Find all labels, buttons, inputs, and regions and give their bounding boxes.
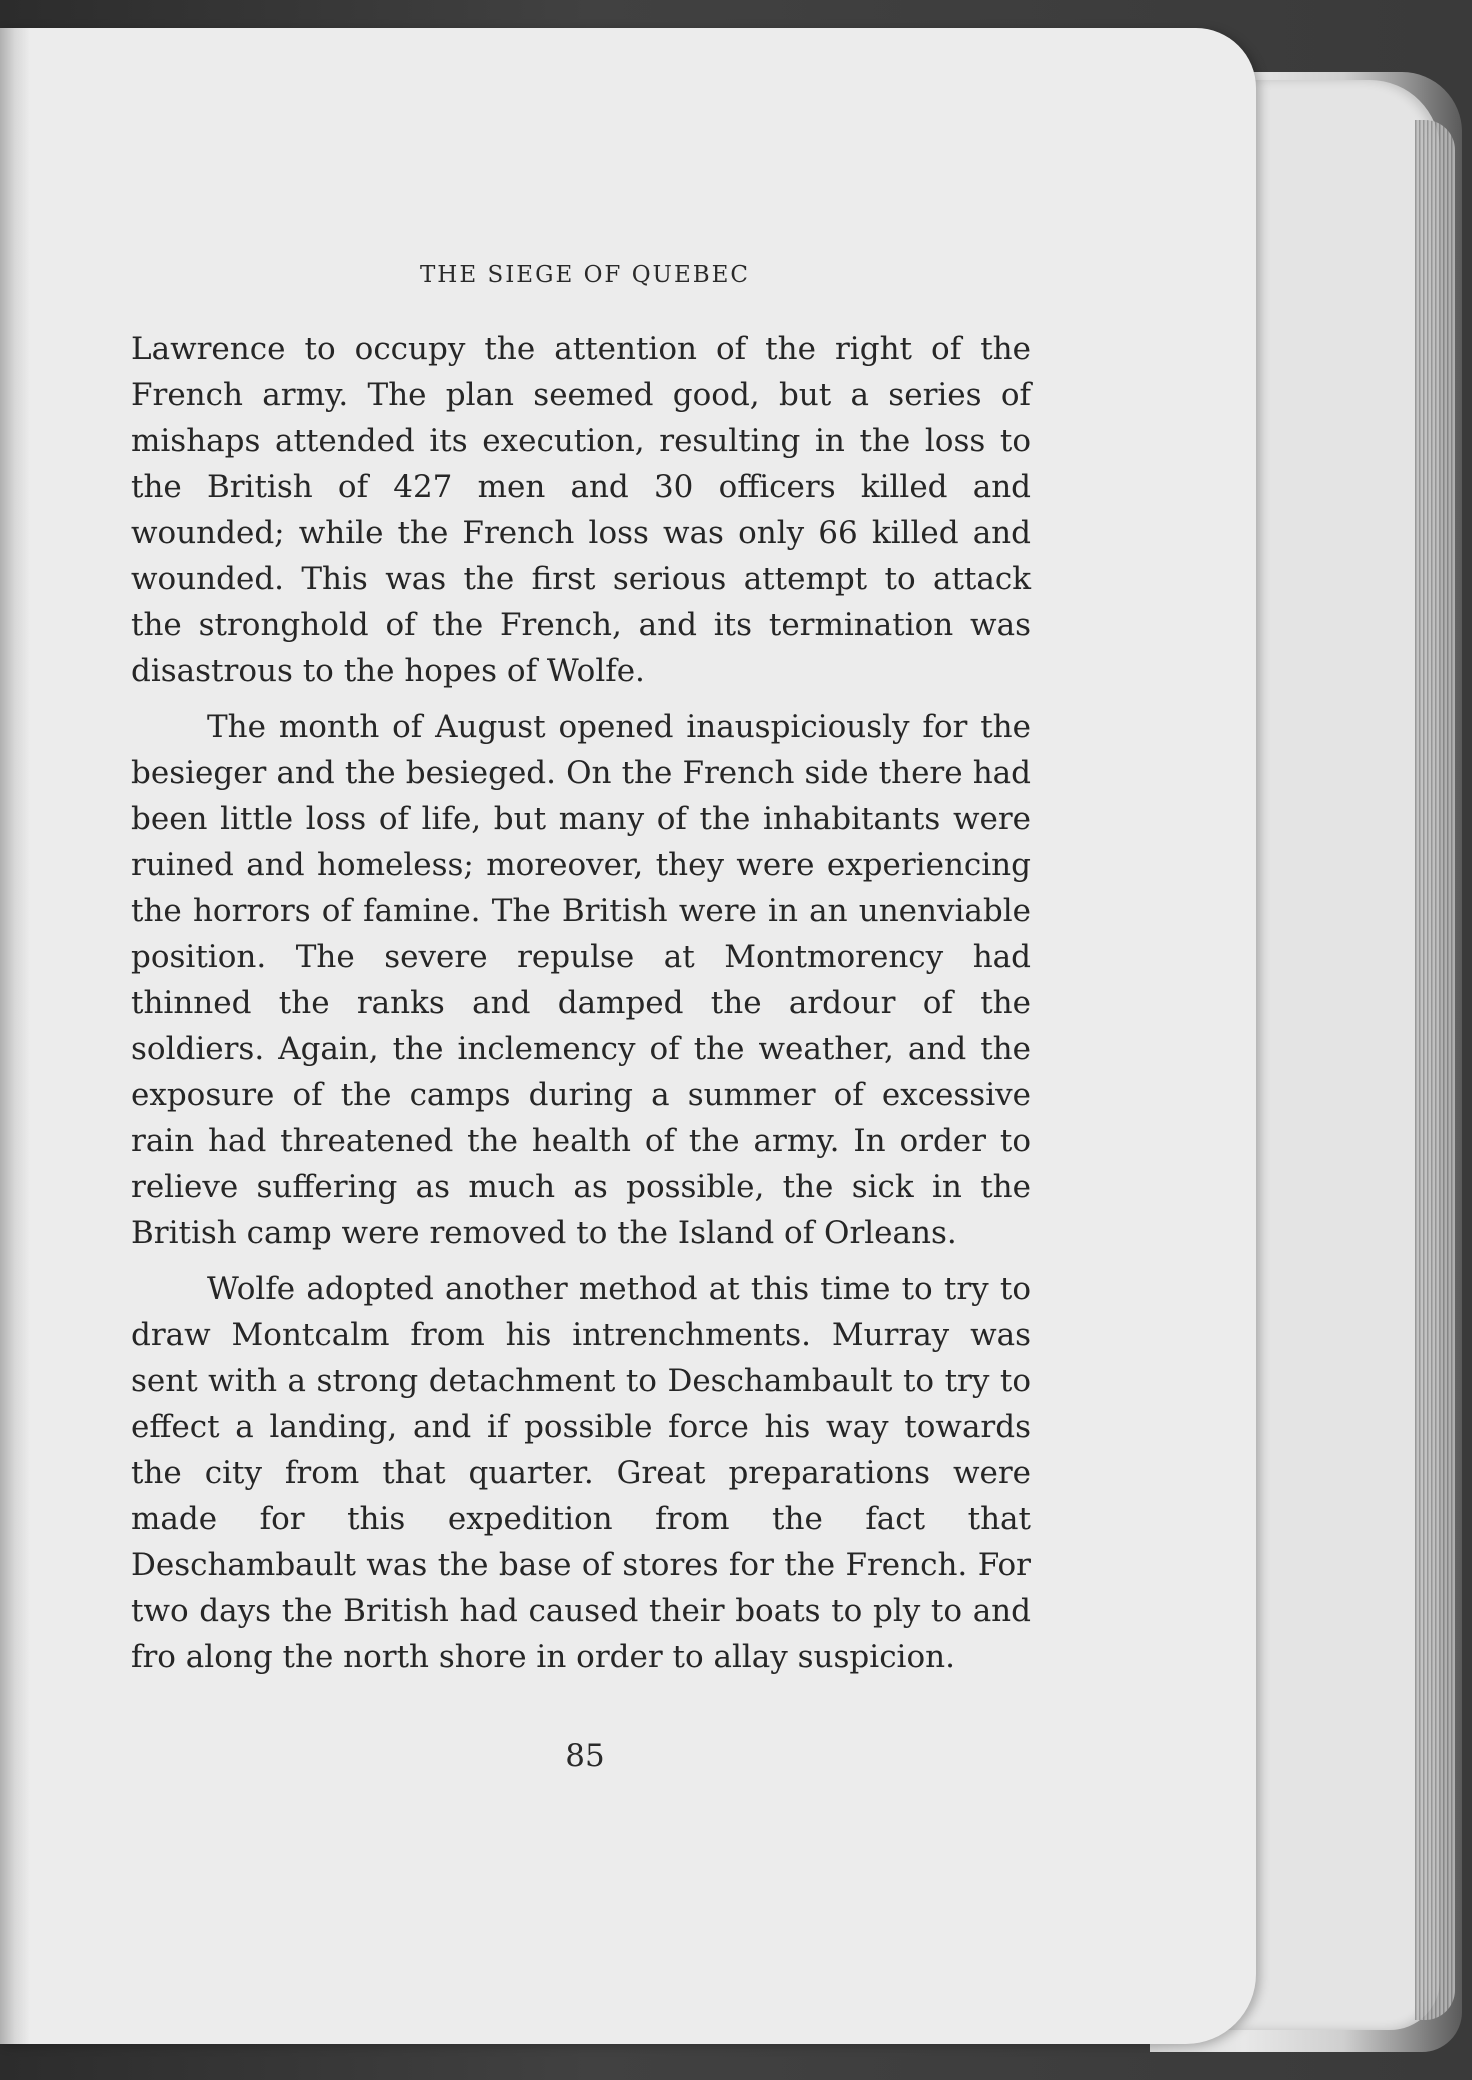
page-edges: [1415, 120, 1455, 2020]
body-text: [131, 326, 1031, 1680]
page-number: 85: [565, 1738, 605, 1774]
paragraph-wolfe: Wolfe adopted another method at this time to try to draw Montcalm from his intrenchments. Murray was sent with a strong detachment to Deschambault to try to effect a landing, and if possible force his way towards the city from that quarter. Great preparations were made for this expedition from the fact that Deschambault was the base of stores for the French. For two days the British had caused their boats to ply to and fro along the north shore in order to allay suspicion.: [131, 1271, 1031, 1675]
running-head: THE SIEGE OF QUEBEC: [419, 262, 751, 288]
paragraph-continuation: Lawrence to occupy the attention of the right of the French army. The plan seemed good, but a series of mishaps attended its execution, resulting in the loss to the British of 427 men and 30 officers killed and wounded; while the French loss was only 66 killed and wounded. This was the first serious attempt to attack the stronghold of the French, and its termination was disastrous to the hopes of Wolfe.: [131, 331, 1031, 689]
paragraph-august: The month of August opened inauspiciously for the besieger and the besieged. On the French side there had been little loss of life, but many of the inhabitants were ruined and homeless; moreover, they were experiencing the horrors of famine. The British were in an unenviable position. The severe repulse at Montmorency had thinned the ranks and damped the ardour of the soldiers. Again, the inclemency of the weather, and the exposure of the camps during a summer of excessive rain had threatened the health of the army. In order to relieve suffering as much as possible, the sick in the British camp were removed to the Island of Orleans.: [131, 709, 1031, 1251]
